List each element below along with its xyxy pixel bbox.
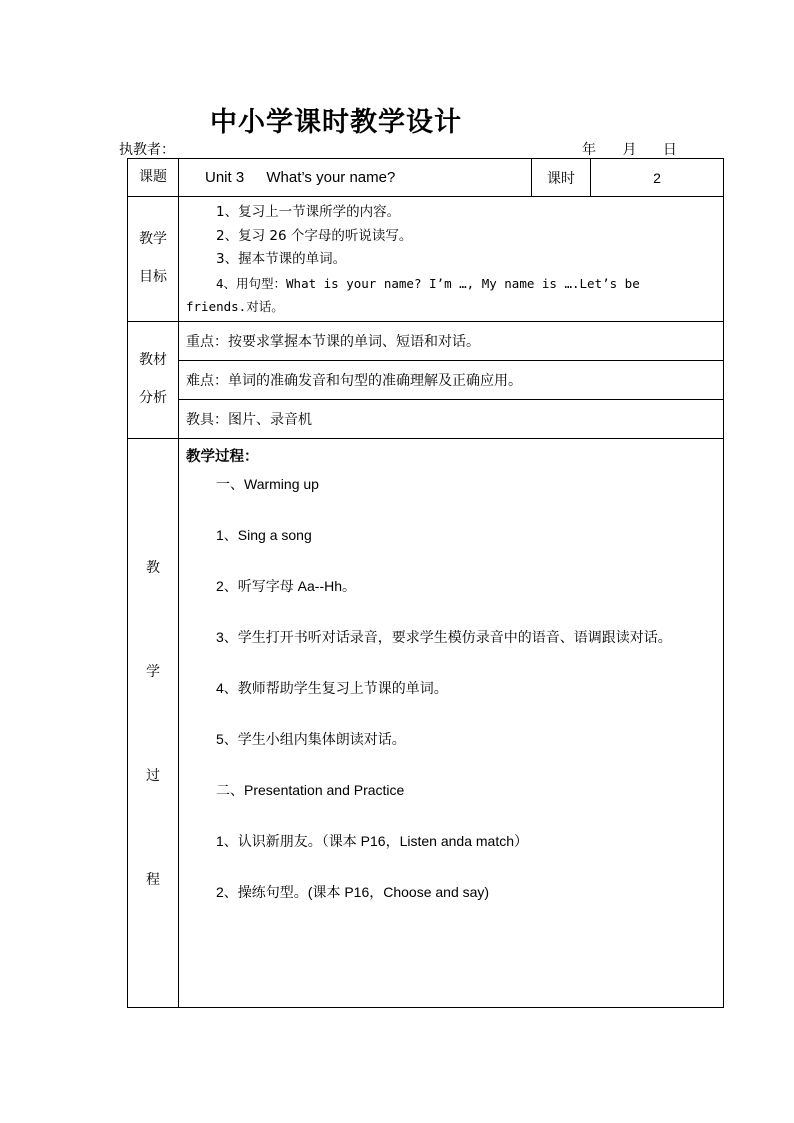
process-step: 1、认识新朋友。（课本 P16，Listen anda match） (216, 832, 528, 849)
process-step: 二、Presentation and Practice (216, 781, 405, 798)
process-row (128, 438, 724, 1007)
process-label-char: 学 (146, 663, 160, 680)
process-label-char: 程 (146, 871, 160, 888)
key-points: 重点：按要求掌握本节课的单词、短语和对话。 (179, 321, 724, 360)
process-step: 一、Warming up (216, 475, 319, 492)
teacher-label: 执教者： (119, 142, 175, 158)
goal-item: 1、复习上一节课所学的内容。 (216, 204, 401, 220)
analysis-label-line1: 教材 (139, 351, 167, 368)
unit-number: Unit 3 (205, 169, 245, 186)
topic-cell (179, 159, 532, 197)
date-labels (582, 139, 677, 159)
topic-row (128, 159, 724, 197)
topic-label: 课题 (128, 159, 179, 197)
goals-label (128, 197, 179, 322)
goals-label-line1: 教学 (139, 230, 167, 247)
goals-row (128, 197, 724, 322)
process-label-char: 教 (146, 559, 160, 576)
process-heading: 教学过程： (186, 448, 259, 465)
process-label-char: 过 (146, 767, 160, 784)
analysis-label-line2: 分析 (139, 389, 167, 406)
goal-item-4: 4、用句型：What is your name? I’m …, My name is ….Let’s be (216, 275, 640, 291)
teaching-tools: 教具：图片、录音机 (179, 399, 724, 438)
goals-label-line2: 目标 (139, 268, 167, 285)
analysis-row-difficult (128, 360, 724, 399)
day-label: 日 (662, 142, 677, 158)
goal-item-4-end: friends.对话。 (186, 299, 284, 314)
page-title: 中小学课时教学设计 (210, 107, 462, 138)
process-label (128, 438, 179, 1007)
process-step: 2、操练句型。(课本 P16，Choose and say) (216, 883, 490, 900)
process-step: 3、学生打开书听对话录音，要求学生模仿录音中的语音、语调跟读对话。 (216, 628, 672, 645)
period-label: 课时 (532, 159, 591, 197)
goals-cell (179, 197, 724, 322)
goal-item: 2、复习 26 个字母的听说读写。 (216, 227, 413, 244)
process-cell (179, 438, 724, 1007)
process-step: 1、Sing a song (216, 526, 312, 543)
unit-title: What’s your name? (266, 169, 396, 186)
difficult-points: 难点：单词的准确发音和句型的准确理解及正确应用。 (179, 360, 724, 399)
month-label: 月 (622, 142, 637, 158)
process-step: 5、学生小组内集体朗读对话。 (216, 730, 406, 747)
analysis-row-tools (128, 399, 724, 438)
process-step: 2、听写字母 Aa--Hh。 (216, 577, 357, 594)
period-value: 2 (591, 159, 724, 197)
analysis-row-key (128, 321, 724, 360)
year-label: 年 (582, 142, 596, 158)
analysis-label (128, 321, 179, 438)
process-step: 4、教师帮助学生复习上节课的单词。 (216, 679, 448, 696)
lesson-plan-table (127, 158, 724, 1008)
goal-item: 3、握本节课的单词。 (216, 251, 347, 267)
